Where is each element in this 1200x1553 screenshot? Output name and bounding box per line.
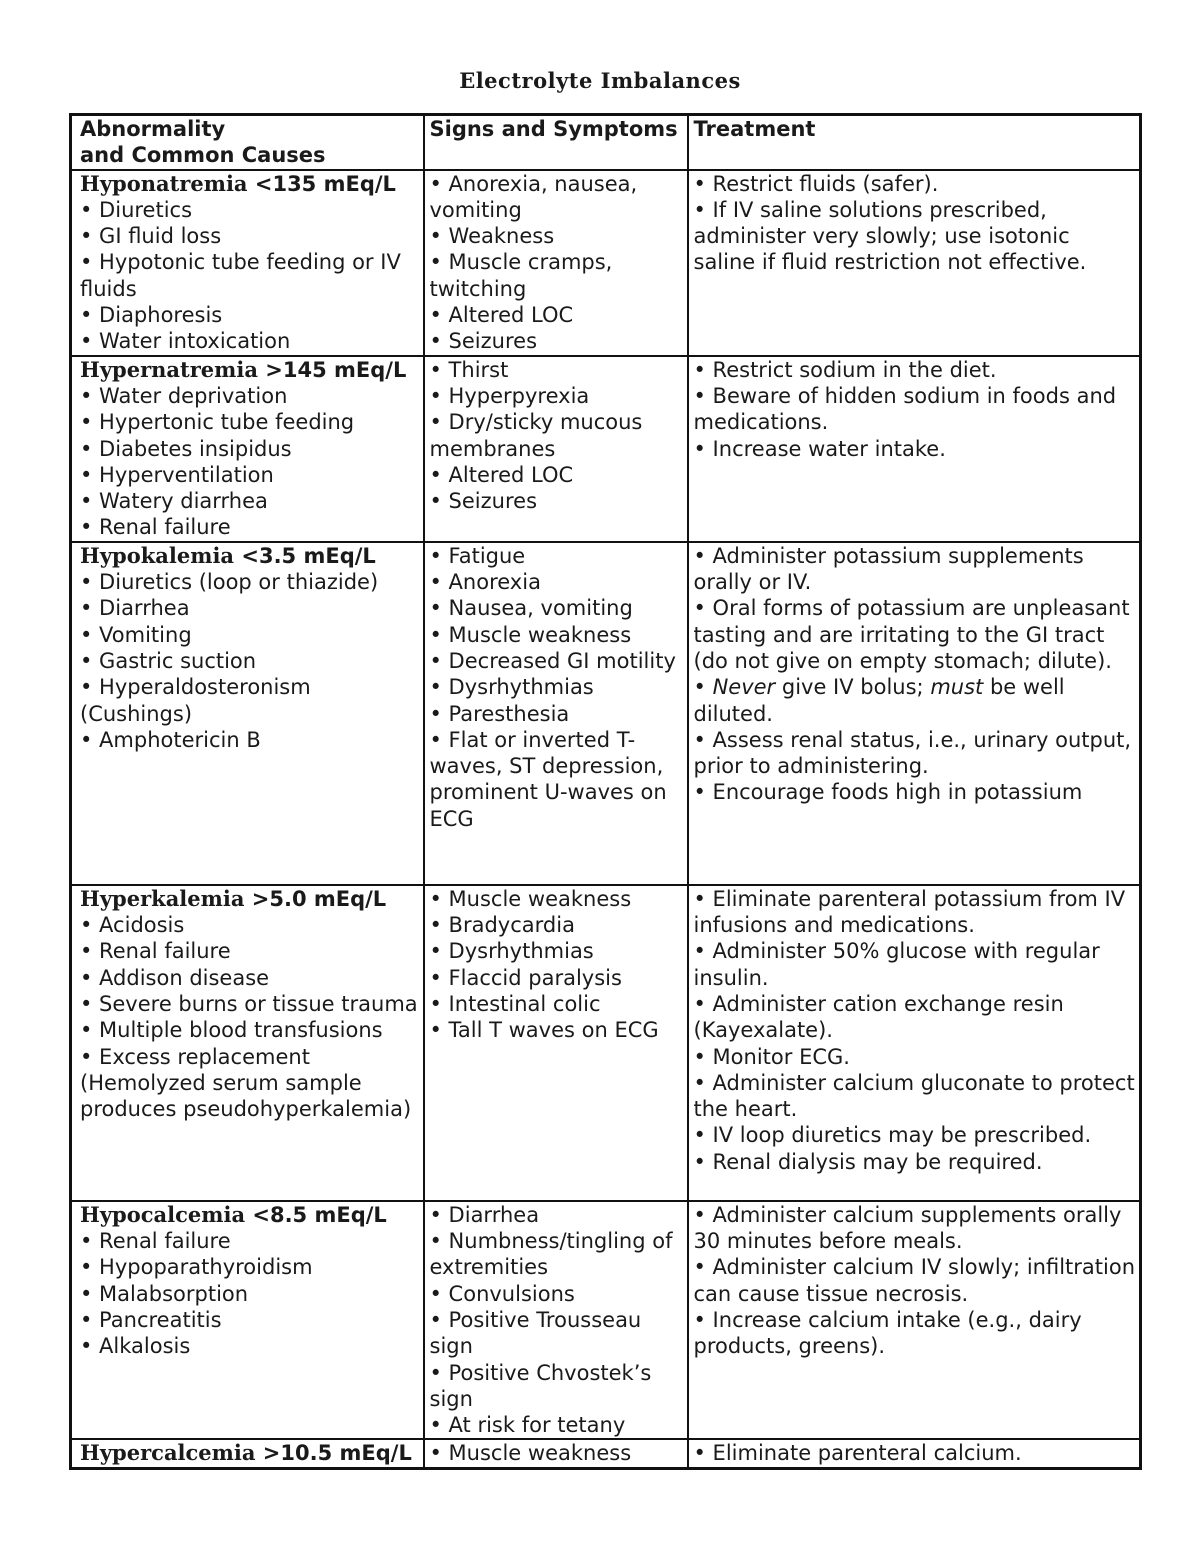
- treatment-text: be well diluted.: [693, 675, 1065, 726]
- cause-item: • Hypotonic tube feeding or IV fluids: [80, 250, 401, 301]
- page-title: Electrolyte Imbalances: [459, 68, 741, 93]
- cell-signs: [424, 885, 688, 1201]
- cell-treatment: [688, 542, 1141, 885]
- cause-item: • Diarrhea: [80, 596, 190, 621]
- header-abnormality-line1: Abnormality: [80, 117, 226, 141]
- cause-item: • Renal failure: [80, 939, 231, 964]
- cell-treatment: [688, 356, 1141, 542]
- cell-treatment: [688, 1439, 1141, 1468]
- table-row: [71, 1439, 1141, 1468]
- sign-item: • Numbness/tingling of extremities: [429, 1229, 673, 1280]
- sign-item: • Dysrhythmias: [429, 939, 594, 964]
- sign-item: • Positive Trousseau sign: [429, 1307, 642, 1359]
- sign-item: • Thirst: [429, 357, 509, 382]
- cause-item: • Diuretics: [80, 197, 193, 222]
- treatment-item: • Administer cation exchange resin (Kayexalate).: [693, 991, 1064, 1043]
- sign-item: • Altered LOC: [429, 462, 574, 487]
- cell-abnormality: [71, 170, 424, 356]
- cause-item: • Diabetes insipidus: [80, 436, 292, 461]
- cell-treatment: [688, 170, 1141, 356]
- table-row: [71, 356, 1141, 542]
- cell-abnormality: [71, 542, 424, 885]
- cell-signs: [424, 1201, 688, 1440]
- cell-signs: [424, 356, 688, 542]
- cause-item: • Vomiting: [80, 622, 192, 647]
- header-treatment: Treatment: [688, 115, 1141, 170]
- abnormality-range: <3.5 mEq/L: [241, 543, 376, 568]
- abnormality-name: Hyperkalemia: [80, 885, 245, 911]
- table-header-row: [71, 115, 1141, 170]
- sign-item: • Tall T waves on ECG: [429, 1018, 659, 1043]
- sign-item: • Dry/sticky mucous membranes: [429, 410, 643, 461]
- abnormality-heading: [80, 171, 419, 197]
- sign-item: • Seizures: [429, 329, 538, 354]
- sign-item: • Positive Chvostek’s sign: [429, 1360, 652, 1411]
- cause-item: • Hyperventilation: [80, 462, 274, 487]
- header-abnormality-line2: and Common Causes: [80, 143, 326, 168]
- abnormality-heading: [80, 886, 419, 912]
- treatment-item: • Oral forms of potassium are unpleasant tasting and are irritating to the GI tract (do not give on empty stomach; dilute).: [693, 596, 1130, 673]
- cell-abnormality: [71, 1439, 424, 1468]
- sign-item: • Bradycardia: [429, 913, 575, 938]
- treatment-item: • Monitor ECG.: [693, 1044, 850, 1069]
- abnormality-range: >145 mEq/L: [265, 357, 407, 382]
- treatment-never: Never: [712, 675, 776, 700]
- sign-item: • Muscle weakness: [429, 1441, 632, 1466]
- cell-treatment: [688, 885, 1141, 1201]
- treatment-text: give IV bolus;: [775, 675, 931, 700]
- cause-item: • Hypertonic tube feeding: [80, 410, 355, 435]
- treatment-item: • If IV saline solutions prescribed, administer very slowly; use isotonic saline if fluid restriction not effective.: [693, 197, 1087, 275]
- abnormality-name: Hypocalcemia: [80, 1201, 246, 1227]
- sign-item: • Anorexia, nausea, vomiting: [429, 171, 638, 222]
- abnormality-name: Hypercalcemia: [80, 1440, 256, 1466]
- sign-item: • Muscle cramps, twitching: [429, 250, 613, 301]
- sign-item: • Paresthesia: [429, 701, 570, 726]
- sign-item: • Flaccid paralysis: [429, 965, 622, 990]
- cause-item: • Excess replacement (Hemolyzed serum sample produces pseudohyperkalemia): [80, 1044, 412, 1122]
- abnormality-name: Hyponatremia: [80, 170, 248, 196]
- table-row: [71, 1201, 1141, 1440]
- table-row: [71, 170, 1141, 356]
- sign-item: • Convulsions: [429, 1281, 575, 1306]
- header-abnormality: [71, 115, 424, 170]
- sign-item: • Anorexia: [429, 570, 541, 595]
- sign-item: • Weakness: [429, 224, 555, 249]
- sign-item: • Nausea, vomiting: [429, 596, 633, 621]
- cause-item: • Malabsorption: [80, 1281, 249, 1306]
- cause-item: • Severe burns or tissue trauma: [80, 991, 418, 1016]
- sign-item: • Dysrhythmias: [429, 675, 594, 700]
- abnormality-heading: [80, 1440, 419, 1466]
- sign-item: • Seizures: [429, 489, 538, 514]
- abnormality-range: >10.5 mEq/L: [262, 1441, 412, 1466]
- cause-item: • Diaphoresis: [80, 303, 223, 328]
- treatment-item: • Administer 50% glucose with regular insulin.: [693, 939, 1100, 990]
- cause-item: • Hypoparathyroidism: [80, 1255, 313, 1280]
- abnormality-name: Hypokalemia: [80, 542, 235, 568]
- cause-item: • Renal failure: [80, 1229, 231, 1254]
- sign-item: • At risk for tetany: [429, 1413, 626, 1438]
- abnormality-heading: [80, 1202, 419, 1228]
- abnormality-range: <135 mEq/L: [254, 171, 396, 196]
- cause-item: • Alkalosis: [80, 1334, 191, 1359]
- sign-item: • Intestinal colic: [429, 991, 601, 1016]
- abnormality-heading: [80, 543, 419, 569]
- table-row: [71, 542, 1141, 885]
- treatment-item: • Administer calcium supplements orally 30 minutes before meals.: [693, 1202, 1122, 1254]
- cause-item: • Watery diarrhea: [80, 489, 268, 514]
- cell-abnormality: [71, 885, 424, 1201]
- sign-item: • Diarrhea: [429, 1202, 540, 1227]
- cause-item: • Multiple blood transfusions: [80, 1018, 383, 1043]
- treatment-must: must: [930, 675, 984, 700]
- cause-item: • GI fluid loss: [80, 224, 222, 249]
- treatment-item: • Eliminate parenteral calcium.: [693, 1441, 1022, 1466]
- sign-item: • Flat or inverted T-waves, ST depression, prominent U-waves on ECG: [429, 727, 667, 831]
- cause-item: • Amphotericin B: [80, 727, 261, 752]
- treatment-item: • Assess renal status, i.e., urinary output, prior to administering.: [693, 727, 1132, 779]
- abnormality-range: >5.0 mEq/L: [251, 886, 387, 911]
- abnormality-range: <8.5 mEq/L: [252, 1202, 387, 1227]
- cause-item: • Pancreatitis: [80, 1307, 222, 1332]
- treatment-item: • Administer calcium IV slowly; infiltration can cause tissue necrosis.: [693, 1255, 1136, 1306]
- cause-item: • Water deprivation: [80, 383, 288, 408]
- treatment-item: [694, 674, 1136, 727]
- cause-item: • Addison disease: [80, 965, 270, 990]
- treatment-item: • Increase water intake.: [693, 436, 946, 461]
- abnormality-heading: [80, 357, 419, 383]
- electrolyte-table: [69, 113, 1142, 1470]
- treatment-item: • Increase calcium intake (e.g., dairy products, greens).: [693, 1307, 1082, 1359]
- cell-signs: [424, 542, 688, 885]
- treatment-item: • Eliminate parenteral potassium from IV infusions and medications.: [693, 886, 1126, 938]
- cause-item: • Acidosis: [80, 913, 185, 938]
- treatment-item: • IV loop diuretics may be prescribed.: [693, 1123, 1092, 1148]
- abnormality-name: Hypernatremia: [80, 356, 258, 382]
- treatment-item: • Restrict fluids (safer).: [693, 171, 939, 196]
- sign-item: • Altered LOC: [429, 303, 574, 328]
- cause-item: • Water intoxication: [80, 329, 291, 354]
- treatment-item: • Renal dialysis may be required.: [693, 1149, 1043, 1174]
- cell-treatment: [688, 1201, 1141, 1440]
- treatment-item: • Administer calcium gluconate to protect the heart.: [693, 1070, 1135, 1122]
- sign-item: • Muscle weakness: [429, 622, 632, 647]
- cause-item: • Diuretics (loop or thiazide): [80, 570, 379, 595]
- treatment-bullet: •: [693, 675, 713, 700]
- header-signs: Signs and Symptoms: [424, 115, 688, 170]
- sign-item: • Muscle weakness: [429, 886, 632, 911]
- cause-item: • Renal failure: [80, 515, 231, 540]
- treatment-item: • Restrict sodium in the diet.: [693, 357, 997, 382]
- treatment-item: • Administer potassium supplements orally or IV.: [693, 543, 1084, 595]
- table-row: [71, 885, 1141, 1201]
- cell-abnormality: [71, 356, 424, 542]
- cell-abnormality: [71, 1201, 424, 1440]
- sign-item: • Decreased GI motility: [429, 648, 676, 673]
- treatment-item: • Beware of hidden sodium in foods and medications.: [693, 383, 1117, 435]
- treatment-item: • Encourage foods high in potassium: [693, 780, 1083, 805]
- cause-item: • Hyperaldosteronism (Cushings): [80, 675, 311, 726]
- cause-item: • Gastric suction: [80, 648, 257, 673]
- cell-signs: [424, 170, 688, 356]
- cell-signs: [424, 1439, 688, 1468]
- sign-item: • Hyperpyrexia: [429, 383, 590, 408]
- sign-item: • Fatigue: [429, 543, 526, 568]
